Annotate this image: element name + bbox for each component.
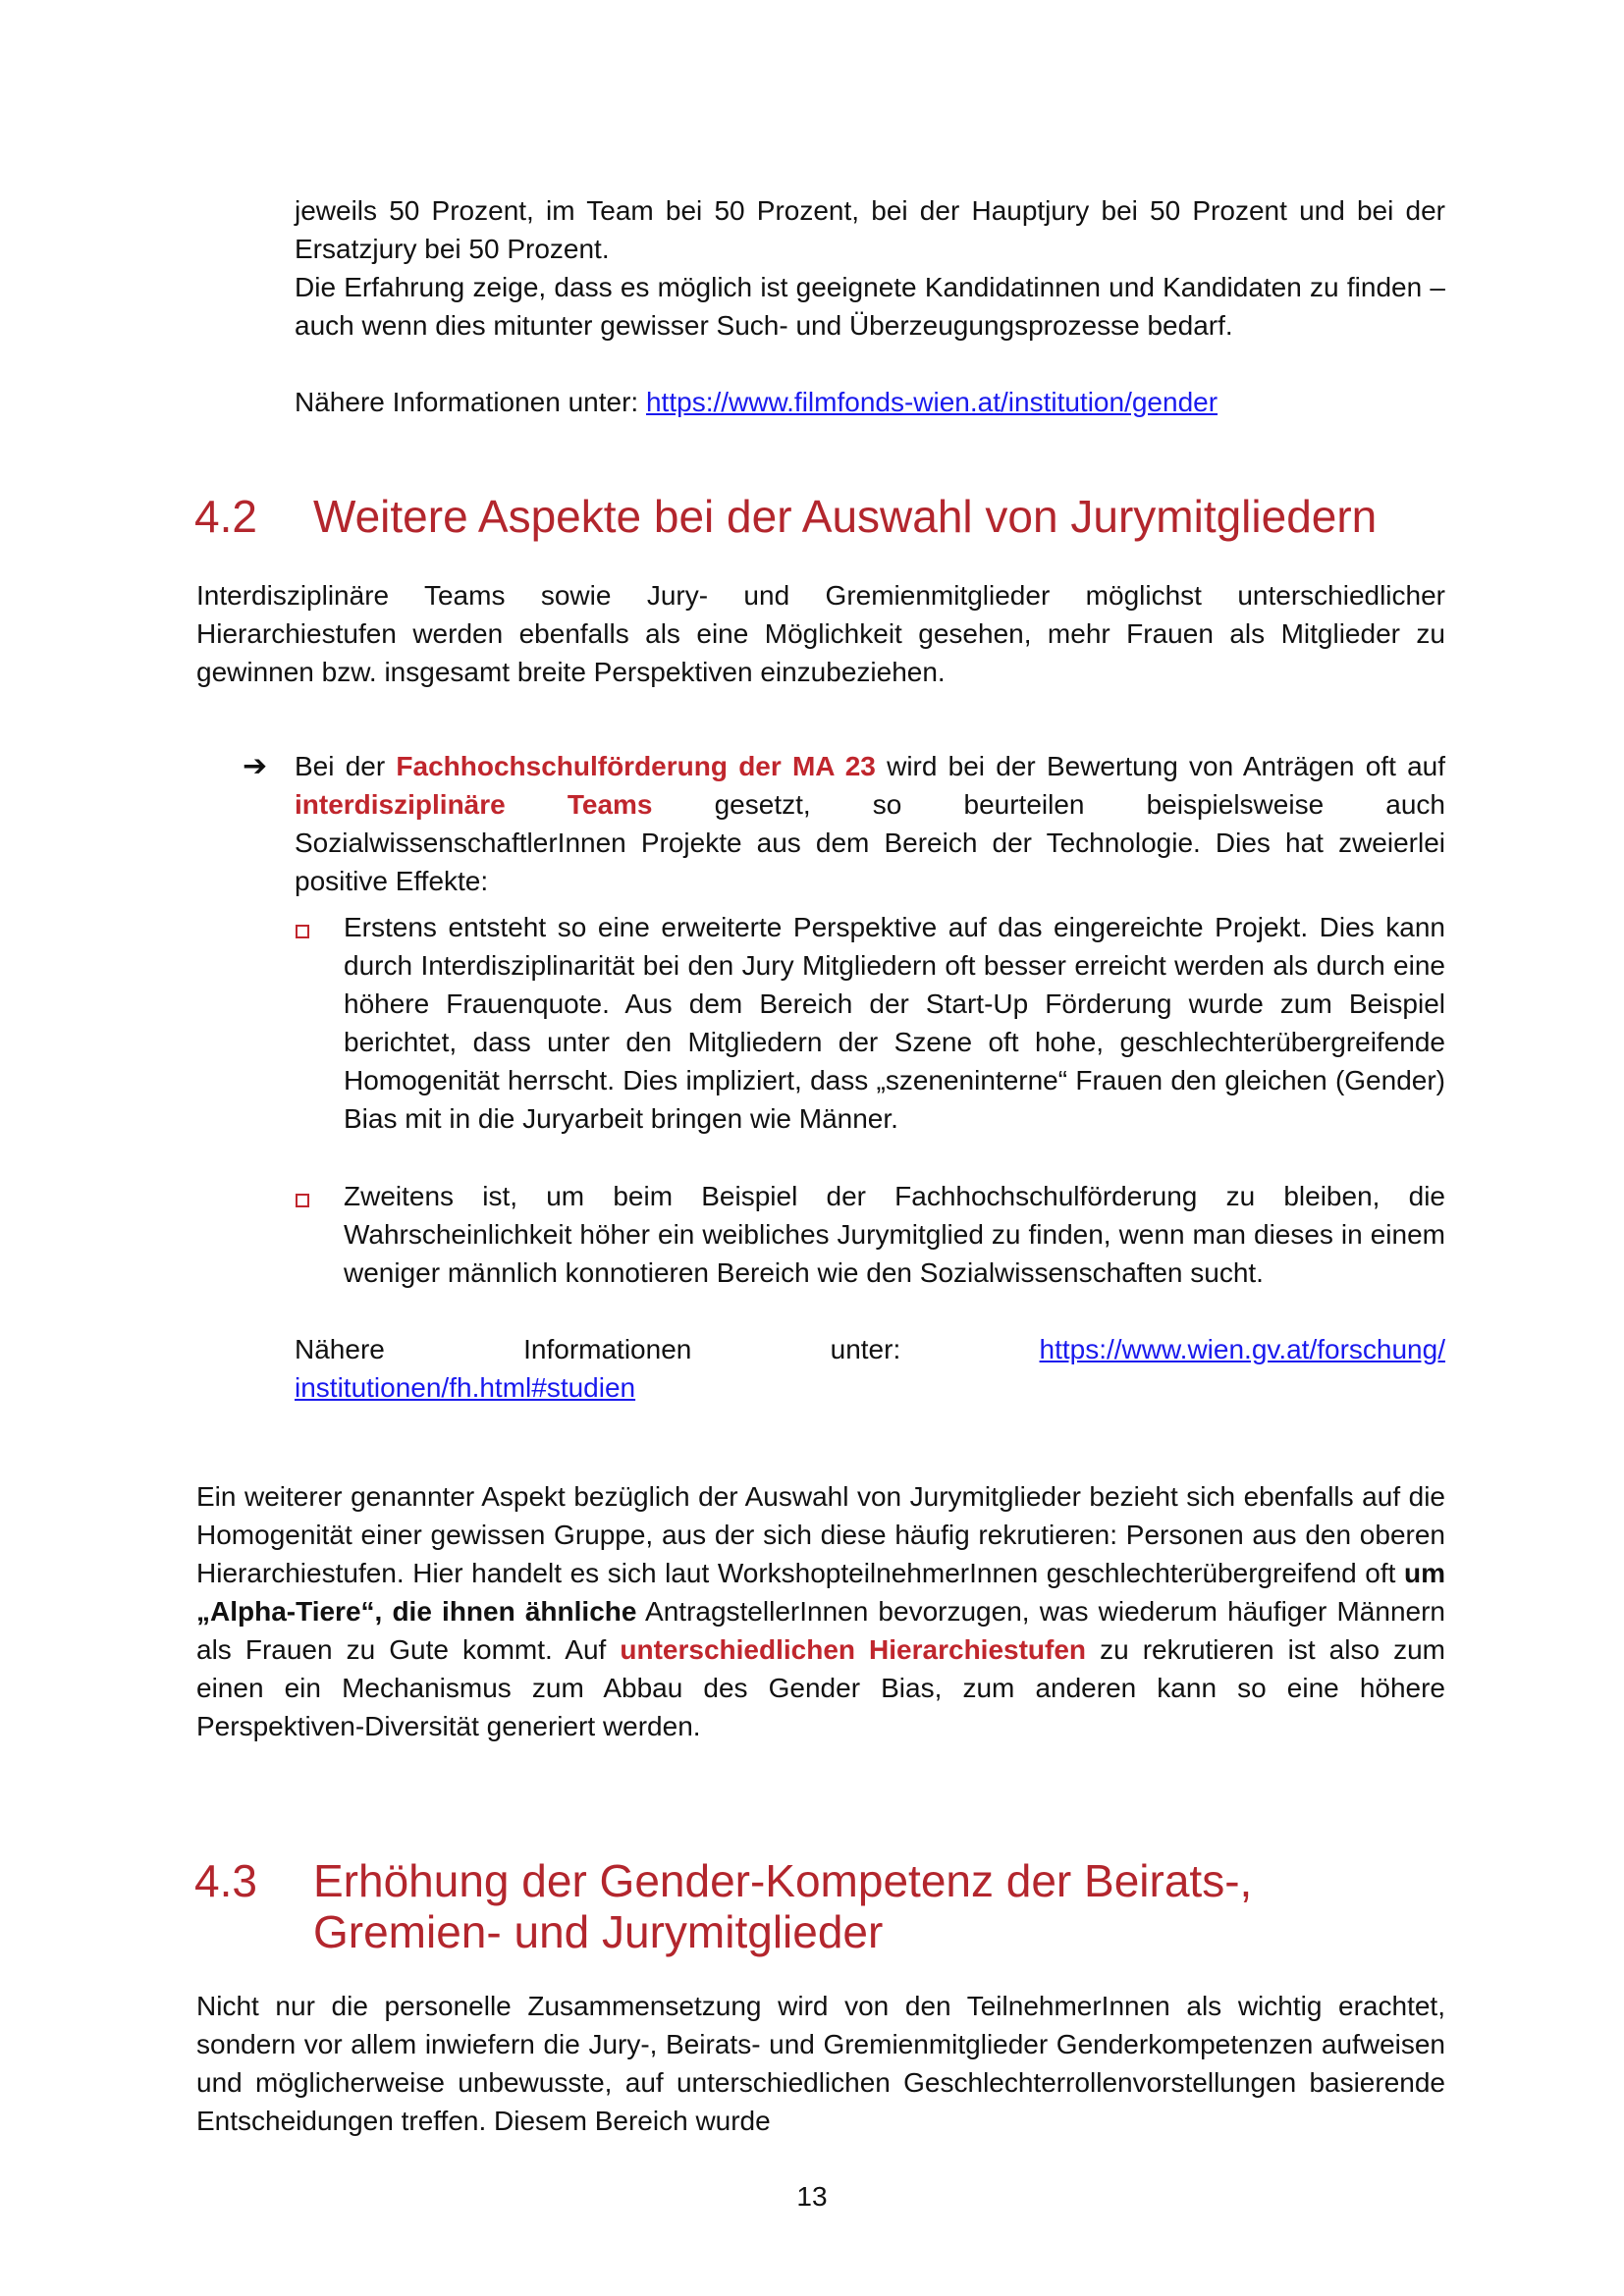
- section-title-line-1: Erhöhung der Gender-Kompetenz der Beirats-,: [313, 1855, 1253, 1906]
- section-4-2-paragraph-2: Ein weiterer genannter Aspekt bezüglich der Auswahl von Jurymitglieder bezieht sich ebenfalls auf die Homogenität einer gewissen Gruppe, aus der sich diese häufig rekrutieren: Personen aus den oberen Hierarchiestufen. Hier handelt es sich laut WorkshopteilnehmerInnen geschlechterübergreifend oft um „Alpha-Tiere“, die ihnen ähnliche AntragstellerInnen bevorzugen, was wiederum häufiger Männern als Frauen zu Gute kommt. Auf unterschiedlichen Hierarchiestufen zu rekrutieren ist also zum einen ein Mechanismus zum Abbau des Gender Bias, zum anderen kann so eine höhere Perspektiven-Diversität generiert werden.: [196, 1481, 1445, 1741]
- top-info-line: [295, 383, 1445, 421]
- info-word-informationen: Informationen: [523, 1334, 692, 1364]
- section-title-line-2: Gremien- und Jurymitglieder: [313, 1906, 884, 1957]
- info-word-naehere: Nähere: [295, 1334, 385, 1364]
- fh-link-part-1[interactable]: https://www.wien.gv.at/forschung/: [1039, 1334, 1445, 1364]
- section-number: 4.2: [194, 491, 257, 542]
- highlight-interdisziplinaere-teams: interdisziplinäre Teams: [295, 789, 653, 820]
- section-4-2-intro: Interdisziplinäre Teams sowie Jury- und Gremienmitglieder möglichst unterschiedlicher Hierarchiestufen werden ebenfalls als eine Möglichkeit gesehen, mehr Frauen als Mitglieder zu gewinnen bzw. insgesamt breite Perspektiven einzubeziehen.: [196, 580, 1445, 687]
- section-4-3-paragraph: Nicht nur die personelle Zusammensetzung wird von den TeilnehmerInnen als wichtig erachtet, sondern vor allem inwiefern die Jury-, Beirats- und Gremienmitglieder Genderkompetenzen aufweisen und möglicherweise unbewusste, auf unterschiedlichen Geschlechterrollenvorstellungen basierende Entscheidungen treffen. Diesem Bereich wurde: [196, 1991, 1445, 2136]
- fh-info-line: [295, 1330, 1445, 1407]
- info-word-unter: unter:: [830, 1334, 901, 1364]
- square-bullet-icon: [296, 925, 309, 938]
- section-number: 4.3: [194, 1855, 257, 1906]
- arrow-bullet-icon: ➔: [243, 750, 268, 782]
- square-bullet-icon: [296, 1194, 309, 1207]
- top-paragraph-1: jeweils 50 Prozent, im Team bei 50 Prozent, bei der Hauptjury bei 50 Prozent und bei der Ersatzjury bei 50 Prozent.: [295, 195, 1445, 264]
- highlight-hierarchiestufen: unterschiedlichen Hierarchiestufen: [620, 1634, 1087, 1665]
- highlight-fachhochschulfoerderung: Fachhochschulförderung der MA 23: [396, 751, 876, 781]
- info-label: Nähere Informationen unter:: [295, 387, 646, 417]
- top-paragraph-2: Die Erfahrung zeige, dass es möglich ist geeignete Kandidatinnen und Kandidaten zu finden – auch wenn dies mitunter gewisser Such- und Überzeugungsprozesse bedarf.: [295, 272, 1445, 341]
- filmfonds-link[interactable]: https://www.filmfonds-wien.at/institution/gender: [645, 387, 1218, 417]
- section-title: Weitere Aspekte bei der Auswahl von Jurymitgliedern: [313, 491, 1378, 542]
- fh-link-part-2[interactable]: institutionen/fh.html#studien: [295, 1372, 636, 1403]
- bold-alpha-tiere: um „Alpha-Tiere“, die ihnen ähnliche: [196, 1558, 1445, 1627]
- sub-bullet-1: Erstens entsteht so eine erweiterte Perspektive auf das eingereichte Projekt. Dies kann durch Interdisziplinarität bei den Jury Mitgliedern oft besser erreicht werden als durch eine höhere Frauenquote. Aus dem Bereich der Start-Up Förderung wurde zum Beispiel berichtet, dass unter den Mitgliedern der Szene oft hohe, geschlechterübergreifende Homogenität herrscht. Dies impliziert, dass „szeneninterne“ Frauen den gleichen (Gender) Bias mit in die Juryarbeit bringen wie Männer.: [344, 912, 1445, 1134]
- page-number: 13: [796, 2181, 828, 2212]
- sub-bullet-2: Zweitens ist, um beim Beispiel der Fachhochschulförderung zu bleiben, die Wahrscheinlichkeit höher ein weibliches Jurymitglied zu finden, wenn man dieses in einem weniger männlich konnotieren Bereich wie den Sozialwissenschaften sucht.: [344, 1181, 1445, 1288]
- bullet-paragraph: Bei der Fachhochschulförderung der MA 23 wird bei der Bewertung von Anträgen oft auf interdisziplinäre Teams gesetzt, so beurteilen beispielsweise auch SozialwissenschaftlerInnen Projekte aus dem Bereich der Technologie. Dies hat zweierlei positive Effekte:: [295, 751, 1446, 896]
